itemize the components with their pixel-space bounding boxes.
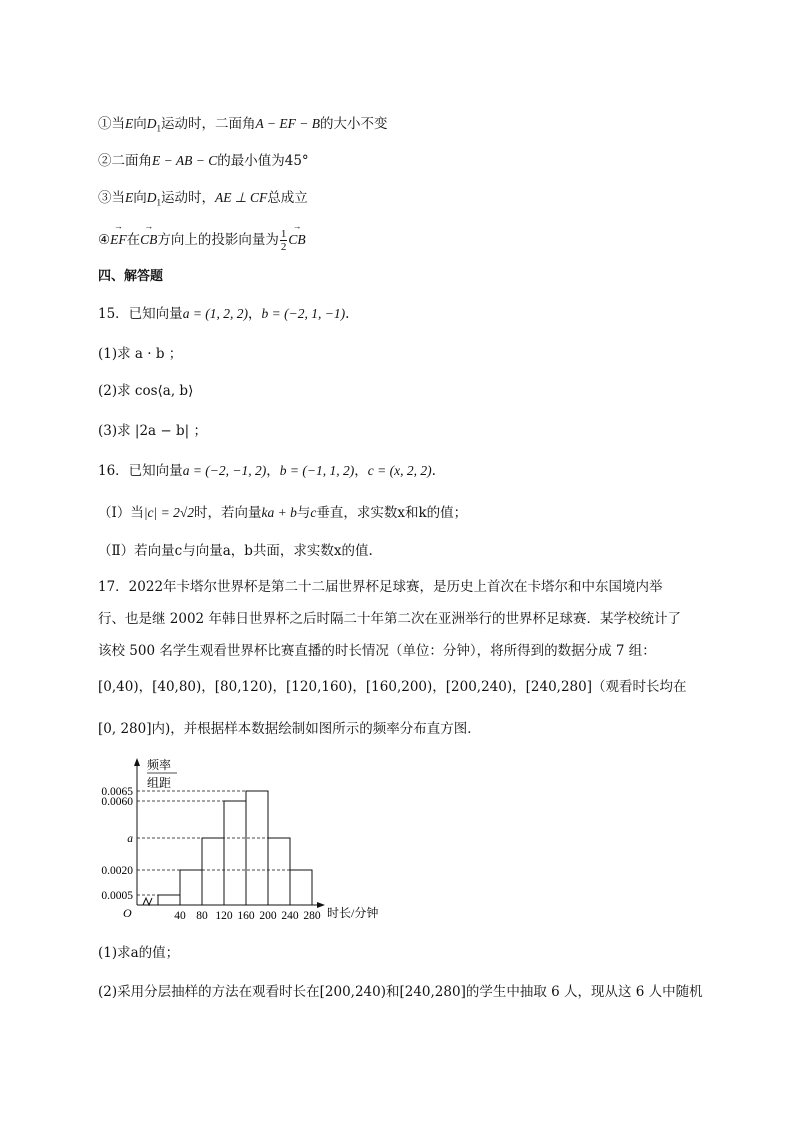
q17-line-3: 该校 500 名学生观看世界杯比赛直播的时长情况（单位：分钟），将所得到的数据分成 7 组： (98, 643, 656, 659)
q16-part-1: （Ⅰ）当|c| = 2√2时，若向量ka + b与c垂直，求实数x和k的值； (98, 505, 468, 521)
y-tick-label: a (127, 833, 133, 845)
y-tick-label: 0.0065 (101, 786, 133, 798)
x-tick-label: 240 (281, 910, 299, 922)
x-tick-label: 120 (215, 910, 233, 922)
origin-label: O (123, 906, 132, 920)
q16-part-2: （Ⅱ）若向量c与向量a，b共面，求实数x的值. (98, 543, 373, 559)
frequency-histogram (95, 755, 425, 925)
ylabel-bottom: 组距 (147, 776, 172, 790)
ylabel-top: 频率 (147, 758, 172, 772)
q15-part-1: (1)求 a · b ； (98, 346, 183, 362)
q17-line-2: 行、也是继 2002 年韩日世界杯之后时隔二十年第二次在亚洲举行的世界杯足球赛．某学校统计了 (98, 611, 681, 627)
q17-line-5: [0, 280]内)，并根据样本数据绘制如图所示的频率分布直方图． (98, 721, 481, 737)
option-3: ③当E向$D_1$运动时，AE ⊥ CF总成立 (98, 190, 308, 208)
histogram-bar (290, 870, 312, 905)
histogram-bar (246, 791, 268, 905)
histogram-bar (180, 870, 202, 905)
histogram-bar (158, 895, 180, 905)
option-4: ④ → EF在 → CB方向上的投影向量为 $\frac{1}{2}$ → CB (98, 221, 306, 253)
y-axis-arrow (134, 758, 140, 766)
xlabel: 时长/分钟 (327, 906, 379, 920)
y-tick-label: 0.0020 (101, 865, 133, 877)
q15-stem: 15．已知向量a = (1, 2, 2)，b = (−2, 1, −1). (98, 306, 350, 322)
x-tick-label: 200 (259, 910, 277, 922)
fraction-one-half: $\frac{1}{2}$ (280, 228, 287, 253)
y-tick-label: 0.0060 (101, 796, 133, 808)
histogram-bar (268, 838, 290, 905)
section-heading: 四、解答题 (98, 269, 164, 284)
q15-part-2: (2)求 cos⟨a, b⟩ (98, 383, 194, 399)
option-1: ①当E向$D_1$运动时，二面角A − EF − B的大小不变 (98, 116, 388, 134)
q17-part-2: (2)采用分层抽样的方法在观看时长在[200,240)和[240,280]的学生中抽取 6 人，现从这 6 人中随机 (98, 984, 703, 1000)
x-axis-arrow (317, 902, 325, 908)
y-tick-label: 0.0005 (101, 890, 133, 902)
vector-cb: → CB (140, 221, 158, 247)
q17-line-4: [0,40)，[40,80)，[80,120)，[120,160)，[160,200)，[200,240)，[240,280]（观看时长均在 (98, 679, 687, 695)
vector-ef: → EF (110, 221, 127, 247)
histogram-bar (224, 801, 246, 905)
axis-break-mark (143, 898, 152, 905)
vector-cb-2: → CB (288, 221, 306, 247)
option-2: ②二面角E − AB − C的最小值为45° (98, 153, 309, 169)
x-tick-label: 80 (196, 910, 208, 922)
x-tick-label: 160 (237, 910, 255, 922)
q16-stem: 16．已知向量a = (−2, −1, 2)，b = (−1, 1, 2)，c = (x, 2, 2). (98, 463, 436, 479)
x-tick-label: 280 (303, 910, 321, 922)
q17-line-1: 17．2022年卡塔尔世界杯是第二十二届世界杯足球赛，是历史上首次在卡塔尔和中东国境内举 (98, 579, 663, 595)
q17-part-1: (1)求a的值； (98, 945, 180, 961)
q15-part-3: (3)求 |2a − b| ； (98, 423, 207, 439)
x-tick-label: 40 (174, 910, 186, 922)
histogram-bar (202, 838, 224, 905)
